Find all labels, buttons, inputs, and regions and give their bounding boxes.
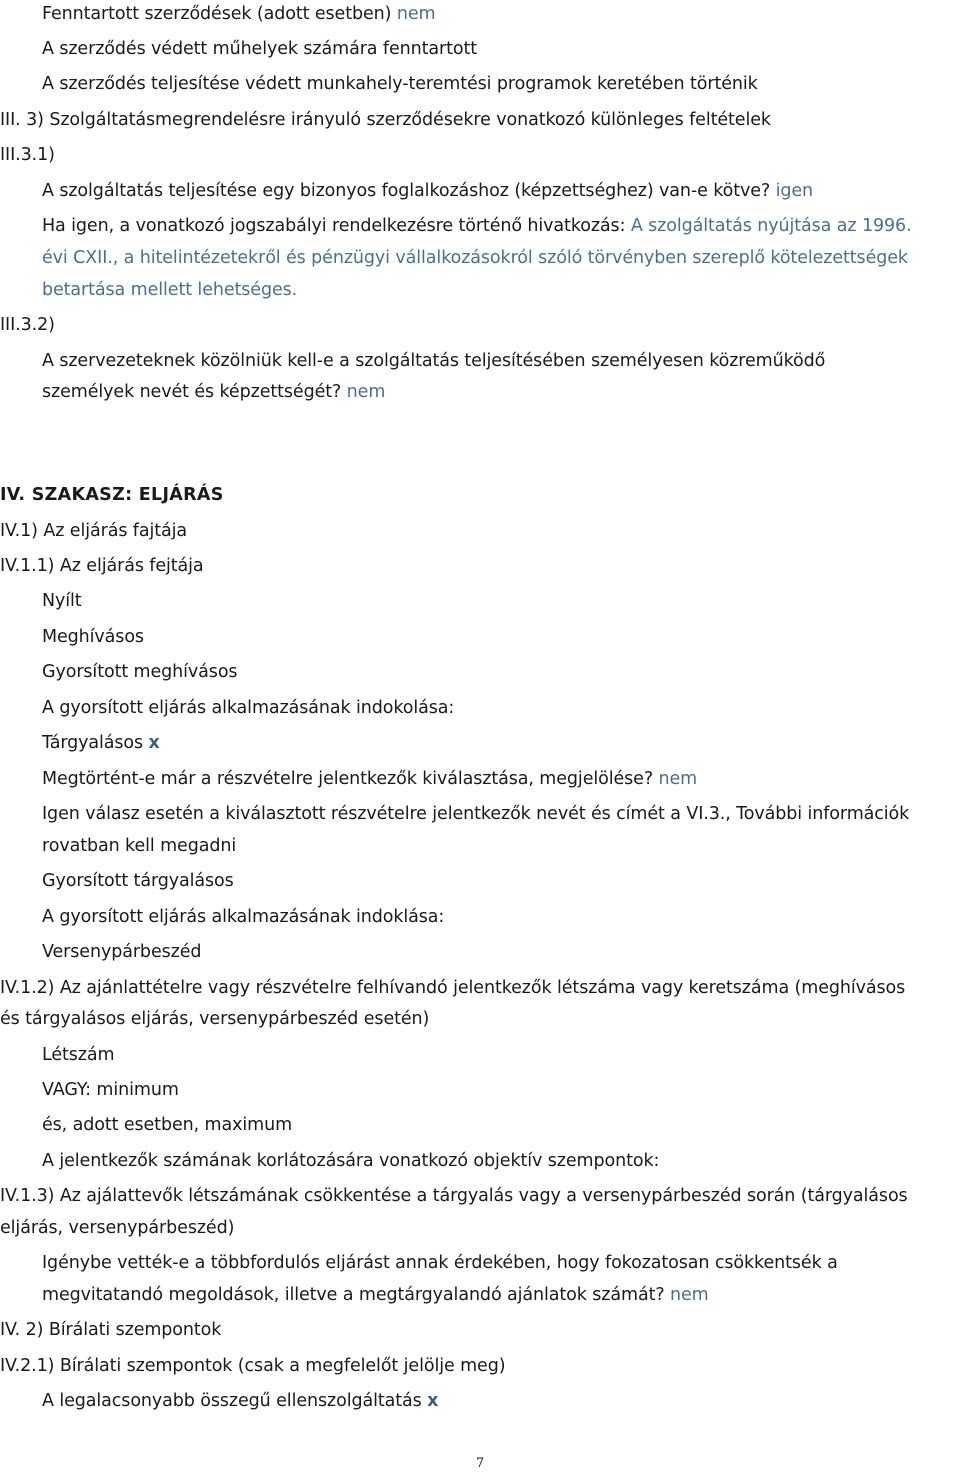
- heading-iv-1-1: IV.1.1) Az eljárás fejtája: [0, 556, 204, 576]
- option-negotiated: [42, 730, 160, 756]
- heading-iv-1: IV.1) Az eljárás fajtája: [0, 521, 188, 541]
- heading-iv-2-1: IV.2.1) Bírálati szempontok (csak a megfelelőt jelölje meg): [0, 1356, 506, 1376]
- answer-value: A szolgáltatás nyújtása az 1996.: [630, 216, 912, 236]
- maximum-label: és, adott esetben, maximum: [42, 1115, 293, 1135]
- answer-value: nem: [658, 769, 698, 789]
- reserved-contracts-line: [42, 1, 435, 27]
- option-text: Tárgyalásos: [42, 733, 144, 753]
- minimum-label: VAGY: minimum: [42, 1080, 179, 1100]
- heading-iv-1-3-continued: eljárás, versenypárbeszéd): [0, 1218, 235, 1238]
- option-restricted: Meghívásos: [42, 627, 144, 647]
- subsection-label-iii-3-2: III.3.2): [0, 315, 55, 335]
- option-text: A legalacsonyabb összegű ellenszolgáltatás: [42, 1391, 422, 1411]
- legal-reference-continued: évi CXII., a hitelintézetekről és pénzügyi vállalkozásokról szóló törvényben szereplő kötelezettségek: [42, 248, 908, 268]
- answer-value: nem: [669, 1285, 709, 1305]
- multistage-question-line: Igénybe vették-e a többfordulós eljárást annak érdekében, hogy fokozatosan csökkentsék a: [42, 1253, 838, 1273]
- question-text: Megtörtént-e már a részvételre jelentkezők kiválasztása, megjelölése?: [42, 769, 654, 789]
- selection-question-line: [42, 766, 697, 792]
- multistage-question-end: [42, 1282, 709, 1308]
- accelerated-justification-label-2: A gyorsított eljárás alkalmazásának indoklása:: [42, 907, 445, 927]
- option-competitive-dialogue: Versenypárbeszéd: [42, 942, 202, 962]
- selected-mark: x: [148, 733, 160, 753]
- personnel-question-end: [42, 379, 385, 405]
- headcount-label: Létszám: [42, 1045, 115, 1065]
- criterion-lowest-price: [42, 1388, 438, 1414]
- sheltered-workshop-line: A szerződés védett műhelyek számára fenntartott: [42, 39, 477, 59]
- answer-value: igen: [775, 181, 814, 201]
- question-text: megvitatandó megoldások, illetve a megtárgyalandó ajánlatok számát?: [42, 1285, 665, 1305]
- selection-instruction-end: rovatban kell megadni: [42, 836, 237, 856]
- heading-iv-2: IV. 2) Bírálati szempontok: [0, 1320, 222, 1340]
- legal-reference-end: betartása mellett lehetséges.: [42, 280, 298, 300]
- question-text: személyek nevét és képzettségét?: [42, 382, 342, 402]
- option-accelerated-restricted: Gyorsított meghívásos: [42, 662, 238, 682]
- question-text: A szolgáltatás teljesítése egy bizonyos foglalkozáshoz (képzettséghez) van-e kötve?: [42, 181, 771, 201]
- limitation-criteria-label: A jelentkezők számának korlátozására vonatkozó objektív szempontok:: [42, 1151, 660, 1171]
- personnel-question-line: A szervezeteknek közölniük kell-e a szolgáltatás teljesítésében személyesen közreműködő: [42, 351, 826, 371]
- heading-iv-1-3: IV.1.3) Az ajálattevők létszámának csökkentése a tárgyalás vagy a versenypárbeszéd során (tárgyalásos: [0, 1186, 908, 1206]
- page-number: 7: [475, 1456, 485, 1471]
- sheltered-employment-line: A szerződés teljesítése védett munkahely-teremtési programok keretében történik: [42, 74, 758, 94]
- subsection-label-iii-3-1: III.3.1): [0, 145, 55, 165]
- selected-mark: x: [427, 1391, 439, 1411]
- answer-value: nem: [396, 4, 436, 24]
- heading-iv-1-2-continued: és tárgyalásos eljárás, versenypárbeszéd esetén): [0, 1009, 430, 1029]
- accelerated-justification-label: A gyorsított eljárás alkalmazásának indokolása:: [42, 698, 455, 718]
- selection-instruction-line: Igen válasz esetén a kiválasztott részvételre jelentkezők nevét és címét a VI.3., További információk: [42, 804, 910, 824]
- legal-reference-line: [42, 213, 912, 239]
- profession-question-line: [42, 178, 813, 204]
- question-text: Fenntartott szerződések (adott esetben): [42, 4, 392, 24]
- heading-iv-1-2: IV.1.2) Az ajánlattételre vagy részvételre felhívandó jelentkezők létszáma vagy keretszáma (meghívásos: [0, 978, 906, 998]
- option-open: Nyílt: [42, 591, 82, 611]
- question-text: Ha igen, a vonatkozó jogszabályi rendelkezésre történő hivatkozás:: [42, 216, 626, 236]
- option-accelerated-negotiated: Gyorsított tárgyalásos: [42, 871, 234, 891]
- section-heading-iii-3: III. 3) Szolgáltatásmegrendelésre irányuló szerződésekre vonatkozó különleges feltételek: [0, 110, 771, 130]
- answer-value: nem: [346, 382, 386, 402]
- section-heading-iv: IV. SZAKASZ: ELJÁRÁS: [0, 485, 224, 505]
